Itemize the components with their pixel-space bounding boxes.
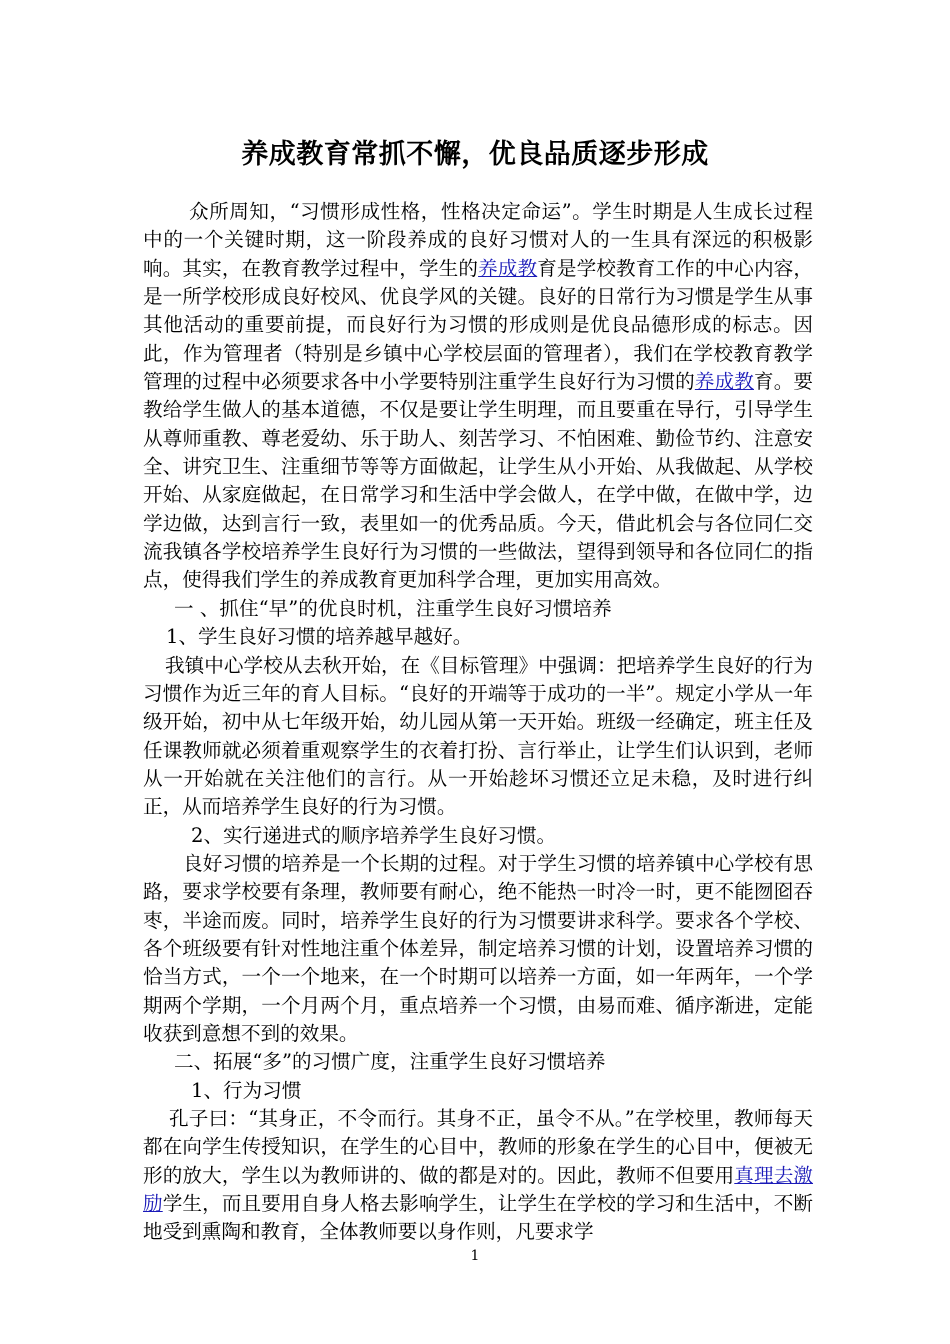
section-heading-2: 二、拓展“多”的习惯广度，注重学生良好习惯培养 [174, 1050, 606, 1074]
paragraph-1-1: 我镇中心学校从去秋开始，在《目标管理》中强调：把培养学生良好的行为习惯作为近三年的育人目标。“良好的开端等于成功的一半”。规定小学从一年级开始，初中从七年级开始，幼儿园从第一天开始。班级一经确定，班主任及任课教师就必须着重观察学生的衣着打扮、言行举止，让学生们认识到，老师从一开始就在关注他们的言行。从一开始趁坏习惯还立足未稳，及时进行纠正，从而培养学生良好的行为习惯。 [143, 653, 813, 819]
paragraph-2-1-text-a: 孔子曰：“其身正，不令而行。其身不正，虽令不从。”在学校里，教师每天都在向学生传授知识，在学生的心目中，教师的形象在学生的心目中，便被无形的放大，学生以为教师讲的、做的都是对的。因此，教师不但要用 [143, 1107, 813, 1187]
paragraph-2-1 [143, 1105, 813, 1247]
section-heading-1: 一 、抓住“早”的优良时机，注重学生良好习惯培养 [174, 596, 612, 620]
document-title: 养成教育常抓不懈，优良品质逐步形成 [241, 139, 709, 170]
page-number: 1 [470, 1248, 480, 1264]
link-yangchengjiao-2[interactable]: 养成教 [694, 370, 754, 394]
intro-paragraph [143, 198, 813, 595]
paragraph-2-1-text-b: 学生，而且要用自身人格去影响学生，让学生在学校的学习和生活中，不断地受到熏陶和教育，全体教师要以身作则，凡要求学 [143, 1192, 814, 1244]
subheading-1-2: 2、实行递进式的顺序培养学生良好习惯。 [191, 823, 557, 847]
link-zhenli[interactable]: 真理去激励 [143, 1163, 814, 1216]
paragraph-1-2: 良好习惯的培养是一个长期的过程。对于学生习惯的培养镇中心学校有思路，要求学校要有条理，教师要有耐心，绝不能热一时冷一时，更不能囫囵吞枣，半途而废。同时，培养学生良好的行为习惯要讲求科学。要求各个学校、各个班级要有针对性地注重个体差异，制定培养习惯的计划，设置培养习惯的恰当方式，一个一个地来，在一个时期可以培养一方面，如一年两年，一个学期两个学期，一个月两个月，重点培养一个习惯，由易而难、循序渐进，定能收获到意想不到的效果。 [143, 851, 813, 1045]
subheading-1-1: 1、学生良好习惯的培养越早越好。 [166, 625, 473, 649]
subheading-2-1: 1、行为习惯 [191, 1078, 302, 1102]
intro-text-a: 众所周知，“习惯形成性格，性格决定命运”。学生时期是人生成长过程中的一个关键时期，这一阶段养成的良好习惯对人的一生具有深远的积极影响。其实，在教育教学过程中，学生的 [143, 200, 813, 280]
link-yangchengjiao-1[interactable]: 养成教 [478, 256, 538, 280]
document-body [143, 198, 813, 1247]
intro-text-c: 育。要教给学生做人的基本道德，不仅是要让学生明理，而且要重在导行，引导学生从尊师重教、尊老爱幼、乐于助人、刻苦学习、不怕困难、勤俭节约、注意安全、讲究卫生、注重细节等等方面做起，让学生从小开始、从我做起、从学校开始、从家庭做起，在日常学习和生活中学会做人，在学中做，在做中学，边学边做，达到言行一致，表里如一的优秀品质。今天，借此机会与各位同仁交流我镇各学校培养学生良好行为习惯的一些做法，望得到领导和各位同仁的指点，使得我们学生的养成教育更加科学合理，更加实用高效。 [143, 370, 814, 592]
intro-text-b: 育是学校教育工作的中心内容，是一所学校形成良好校风、优良学风的关键。良好的日常行为习惯是学生从事其他活动的重要前提，而良好行为习惯的形成则是优良品德形成的标志。因此，作为管理者（特别是乡镇中心学校层面的管理者），我们在学校教育教学管理的过程中必须要求各中小学要特别注重学生良好行为习惯的 [143, 256, 814, 394]
